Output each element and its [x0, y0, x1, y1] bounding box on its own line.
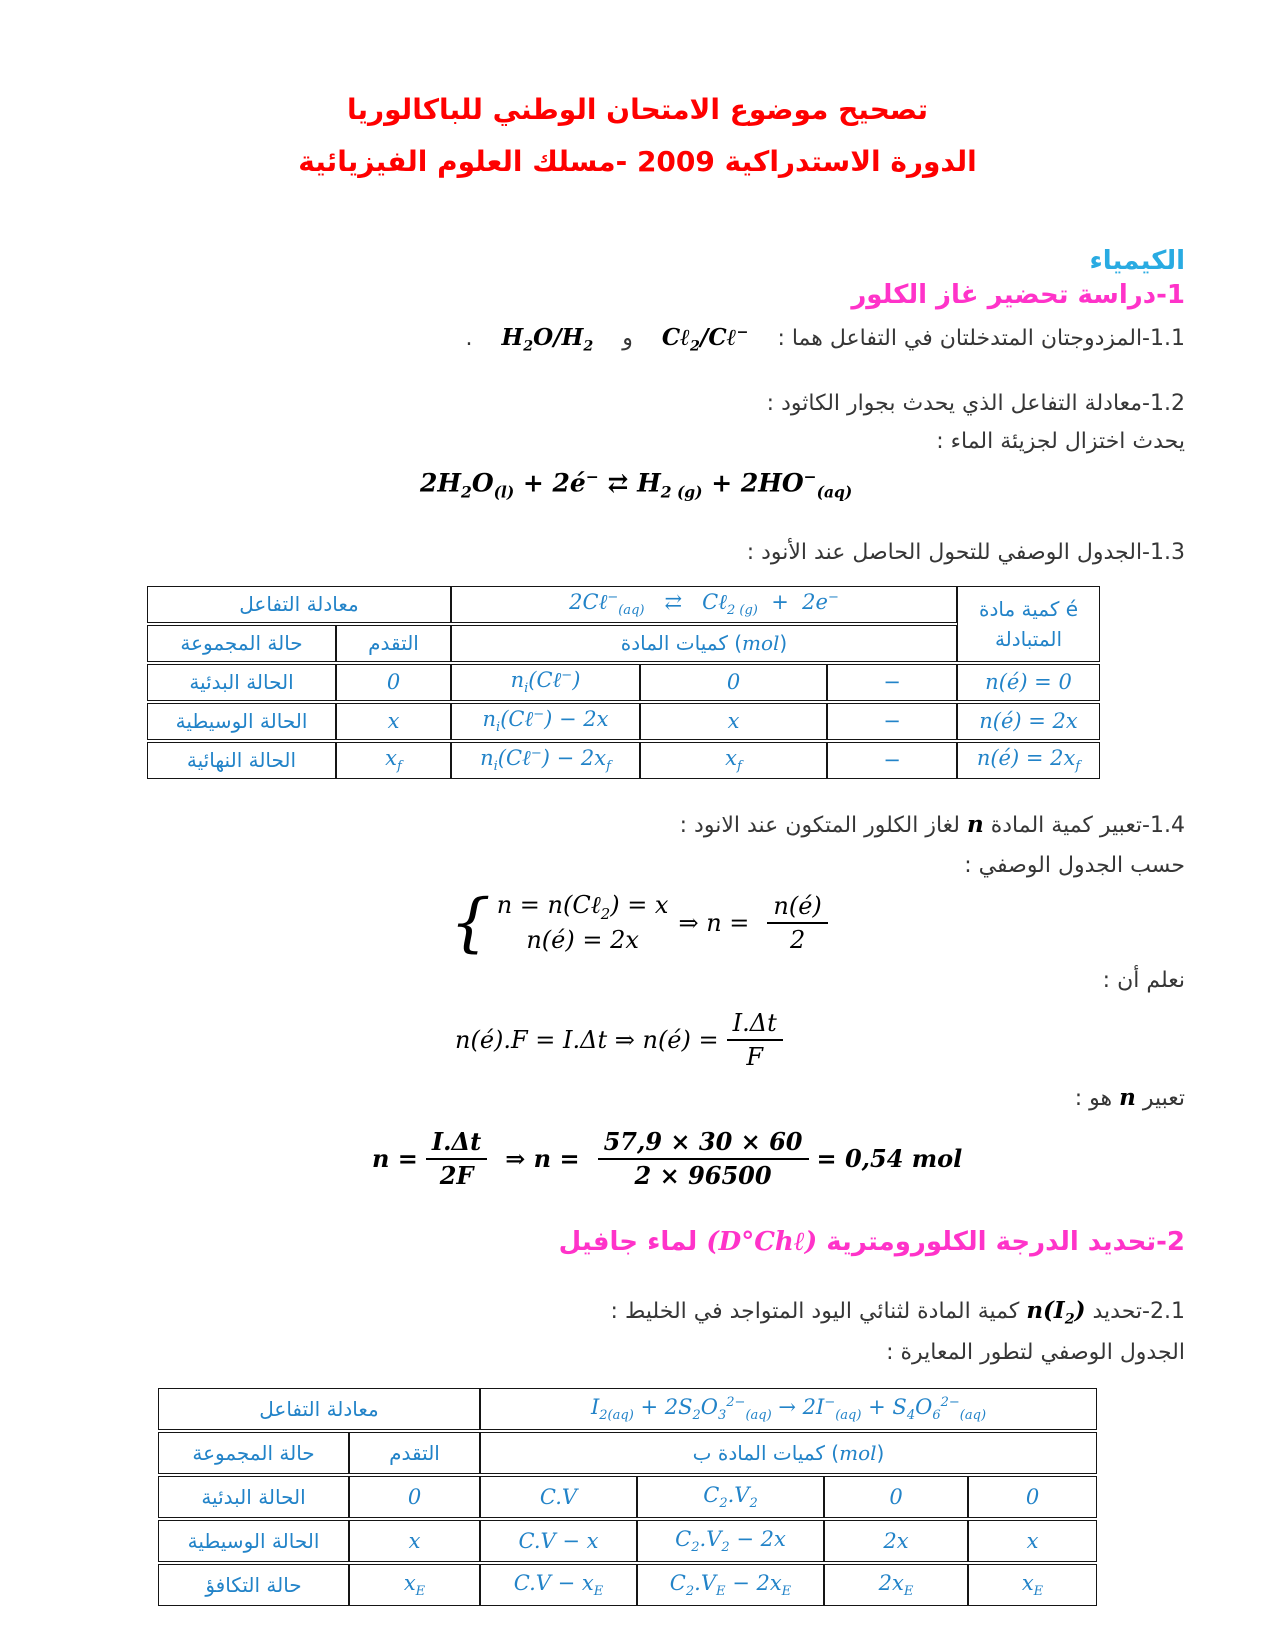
final-fraction-1-numerator: I.Δt [426, 1127, 487, 1160]
table-row [158, 1388, 1097, 1430]
t2-initial-thiosulfate-amount: $C_2.V_2$ [637, 1476, 824, 1518]
t2-amounts-header: كميات المادة ب (mol) [480, 1432, 1097, 1474]
system-line-1: n = n(Cℓ$_2$) = x [496, 891, 669, 923]
table-row [158, 1476, 1097, 1518]
t1-final-exchanged: n(é) = $2x_f$ [957, 742, 1100, 779]
system-line-2: n(é) = 2x [526, 925, 639, 954]
sentence-period: . [465, 325, 473, 351]
table-row [147, 703, 1100, 740]
t1-initial-state-label: الحالة البدئية [147, 664, 336, 701]
t2-reaction-equation: $I_{2(aq)} + 2S_2O_3^{2-}_{(aq)} \to 2I^-_{(aq)} + S_4O_6^{2-}_{(aq)}$ [480, 1388, 1097, 1430]
t1-exchanged-line-2: المتبادلة [994, 626, 1063, 651]
system-lines [497, 889, 669, 956]
titration-table-note: الجدول الوصفي لتطور المعايرة : [886, 1340, 1185, 1366]
final-fraction-2-denominator: 2 × 96500 [634, 1160, 772, 1190]
water-reduction-note: يحدث اختزال لجزيئة الماء : [936, 429, 1185, 455]
final-fraction-2-numerator: 57,9 × 30 × 60 [598, 1127, 809, 1160]
cathode-half-equation: $2H_2O_{(l)}$ + 2é− ⇄ $H_{2 (g)} + 2HO^-_{(aq)}$ [420, 467, 853, 502]
table-row [158, 1432, 1097, 1474]
table-row [158, 1564, 1097, 1606]
faraday-fraction-denominator: F [746, 1043, 763, 1072]
table-row [158, 1520, 1097, 1562]
t2-intermediate-iodine-amount: C.V − x [480, 1520, 637, 1562]
t1-intermediate-exchanged: n(é) = 2x [957, 703, 1100, 740]
t2-initial-iodide-amount: 0 [824, 1476, 968, 1518]
t1-intermediate-state-label: الحالة الوسيطية [147, 703, 336, 740]
t2-equivalence-iodide-amount: $2x_E$ [824, 1564, 968, 1606]
t2-intermediate-state-label: الحالة الوسيطية [158, 1520, 349, 1562]
t1-final-state-label: الحالة النهائية [147, 742, 336, 779]
t1-intermediate-electron-dash: − [827, 703, 957, 740]
t1-initial-chloride-amount: $n_i(C\ell^-)$ [451, 664, 640, 701]
t2-state-header: حالة المجموعة [158, 1432, 349, 1474]
t1-exchanged-line-1: كمية مادة é [978, 596, 1079, 621]
section-1-heading: 1-دراسة تحضير غاز الكلور [851, 279, 1185, 310]
t1-initial-exchanged: n(é) = 0 [957, 664, 1100, 701]
faraday-fraction [727, 1008, 783, 1072]
t1-final-chloride-amount: $n_i(C\ell^-) - 2x_f$ [451, 742, 640, 779]
final-fraction-1-denominator: 2F [439, 1160, 474, 1190]
final-fraction-2 [598, 1127, 809, 1191]
anode-progress-table [147, 584, 1100, 781]
t1-intermediate-chlorine-amount: x [640, 703, 827, 740]
t1-initial-chlorine-amount: 0 [640, 664, 827, 701]
t2-equivalence-progress: $x_E$ [349, 1564, 480, 1606]
redox-couple-2-formula: $H_2O/H_2$ [501, 323, 594, 355]
t2-initial-progress: 0 [349, 1476, 480, 1518]
final-result-value: = 0,54 mol [816, 1144, 963, 1174]
faraday-left-side: n(é).F = I.Δt ⇒ n(é) = [455, 1026, 719, 1055]
titration-progress-table [158, 1386, 1097, 1608]
t1-intermediate-progress: x [336, 703, 451, 740]
t1-exchanged-electrons-header [957, 586, 1100, 662]
t1-equation-label: معادلة التفاعل [147, 586, 451, 623]
expression-of-n-label: تعبير n هو : [1074, 1084, 1185, 1112]
t2-intermediate-thiosulfate-amount: $C_2.V_2 - 2x$ [637, 1520, 824, 1562]
t1-final-chlorine-amount: $x_f$ [640, 742, 827, 779]
we-know-that-label: نعلم أن : [1102, 968, 1185, 994]
table-row [147, 586, 1100, 623]
subject-heading: الكيمياء [1089, 245, 1185, 276]
system-fraction-numerator: n(é) [767, 891, 827, 924]
system-brace: { [450, 885, 491, 960]
and-conjunction: و [622, 325, 633, 351]
section-2-heading: 2-تحديد الدرجة الكلورومترية (D°Chℓ) لماء جافيل [558, 1226, 1185, 1257]
question-1-2-label: 1.2-معادلة التفاعل الذي يحدث بجوار الكاثود : [766, 391, 1185, 417]
t2-progress-header: التقدم [349, 1432, 480, 1474]
document-title [0, 0, 1275, 188]
final-implies: ⇒ n = [505, 1144, 580, 1174]
system-fraction-denominator: 2 [789, 925, 806, 954]
question-2-1-label: 2.1-تحديد $n(I_2)$ كمية المادة لثنائي اليود المتواجد في الخليط : [610, 1296, 1185, 1328]
t1-initial-progress: 0 [336, 664, 451, 701]
t1-final-progress: $x_f$ [336, 742, 451, 779]
final-result-equation [372, 1127, 1185, 1191]
t2-equivalence-thiosulfate-amount: $C_2.V_E - 2x_E$ [637, 1564, 824, 1606]
t1-intermediate-chloride-amount: $n_i(C\ell^-) - 2x$ [451, 703, 640, 740]
table-row [147, 664, 1100, 701]
t2-intermediate-iodide-amount: 2x [824, 1520, 968, 1562]
t2-initial-state-label: الحالة البدئية [158, 1476, 349, 1518]
system-equation [450, 885, 1185, 960]
redox-couple-1-formula: Cℓ$_2$/Cℓ− [661, 323, 749, 355]
t2-equation-label: معادلة التفاعل [158, 1388, 480, 1430]
question-1-1-label: 1.1-المزدوجتان المتدخلتان في التفاعل هما : [777, 325, 1185, 351]
table-row [147, 742, 1100, 779]
t2-equivalence-iodine-amount: $C.V - x_E$ [480, 1564, 637, 1606]
system-fraction [767, 891, 827, 955]
final-lead: n = [372, 1144, 418, 1174]
final-fraction-1 [426, 1127, 487, 1191]
t2-equivalence-tetrathionate-amount: $x_E$ [968, 1564, 1097, 1606]
t1-initial-electron-dash: − [827, 664, 957, 701]
t1-reaction-equation: 2Cℓ−$_{(aq)}$ ⇄ Cℓ$_{2 (g)}$ + 2e− [451, 586, 957, 623]
according-to-table-note: حسب الجدول الوصفي : [964, 853, 1185, 878]
question-1-1 [90, 320, 1185, 358]
t1-progress-header: التقدم [336, 625, 451, 662]
t1-state-header: حالة المجموعة [147, 625, 336, 662]
faraday-fraction-numerator: I.Δt [727, 1008, 783, 1041]
t2-intermediate-tetrathionate-amount: x [968, 1520, 1097, 1562]
t2-initial-iodine-amount: C.V [480, 1476, 637, 1518]
question-1-4-label: 1.4-تعبير كمية المادة n لغاز الكلور المتكون عند الانود : [679, 810, 1185, 838]
t2-equivalence-state-label: حالة التكافؤ [158, 1564, 349, 1606]
document-body [0, 246, 1275, 1609]
question-1-3-label: 1.3-الجدول الوصفي للتحول الحاصل عند الأنود : [746, 539, 1185, 565]
t2-initial-tetrathionate-amount: 0 [968, 1476, 1097, 1518]
t1-final-electron-dash: − [827, 742, 957, 779]
title-line-1: تصحيح موضوع الامتحان الوطني للباكالوريا [346, 93, 928, 126]
t2-intermediate-progress: x [349, 1520, 480, 1562]
t1-amounts-header: كميات المادة (mol) [451, 625, 957, 662]
faraday-equation [455, 1008, 1185, 1072]
title-line-2: الدورة الاستدراكية 2009 -مسلك العلوم الفيزيائية [298, 144, 977, 178]
system-implies: ⇒ n = [678, 908, 750, 937]
